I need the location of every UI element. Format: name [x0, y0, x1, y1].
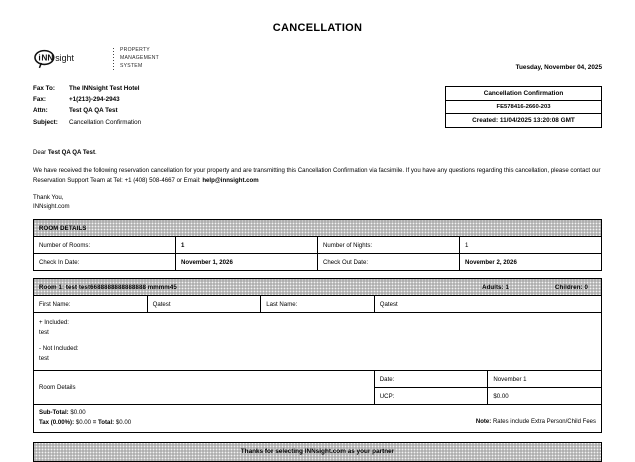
date-value: November 1 — [488, 371, 602, 388]
included-value: test — [39, 329, 49, 337]
children-label: Children: — [555, 283, 583, 291]
confirmation-created-label: Created: — [472, 117, 499, 124]
adults-value: 1 — [505, 283, 510, 291]
room-title-row — [34, 279, 602, 296]
ucp-label: UCP: — [374, 388, 488, 405]
check-in-date-value: November 1, 2026 — [176, 254, 318, 271]
tax-total-line — [39, 418, 131, 428]
totals-equals: = — [92, 419, 97, 427]
fax-number-value: +1(213)-294-2943 — [69, 96, 120, 104]
logo-divider — [113, 48, 114, 70]
footer-banner: Thanks for selecting INNsight.com as your partner — [33, 442, 602, 462]
svg-text:sight: sight — [55, 52, 74, 63]
header-band — [33, 47, 602, 71]
logo-tagline-line3: SYSTEM — [120, 62, 143, 69]
note-value: Rates include Extra Person/Child Fees — [492, 419, 596, 426]
confirmation-created — [446, 114, 601, 127]
room-block-table — [33, 278, 602, 433]
number-of-nights-value: 1 — [460, 237, 602, 254]
letter-paragraph — [33, 166, 602, 186]
last-name-label: Last Name: — [261, 296, 375, 313]
fax-to-value: The INNsight Test Hotel — [69, 85, 140, 92]
section-gap-1 — [33, 212, 602, 219]
subject-row — [33, 117, 141, 128]
ucp-value: $0.00 — [488, 388, 602, 405]
svg-text:NN: NN — [41, 52, 54, 63]
meta-band — [33, 83, 602, 128]
confirmation-number: FE578416-2660-203 — [446, 101, 601, 114]
letter-signature: INNsight.com — [33, 203, 70, 211]
logo-tagline — [120, 47, 159, 71]
room-title-bar — [34, 279, 602, 296]
subtotal-line — [39, 408, 131, 418]
document-date: Tuesday, November 04, 2025 — [515, 64, 602, 71]
page-title: CANCELLATION — [272, 22, 363, 34]
inclusions-cell — [34, 313, 602, 371]
letter-spacer-2 — [33, 186, 602, 193]
room-details-table — [33, 219, 602, 271]
first-name-value: Qatest — [147, 296, 261, 313]
table-row — [34, 237, 602, 254]
room-title: Room 1: test test6688888888888888 mmmm45 — [39, 283, 177, 291]
innsight-logo — [33, 47, 159, 71]
salutation — [33, 148, 602, 158]
included-label: + Included: — [39, 319, 69, 327]
fax-to-label: Fax To: — [33, 85, 55, 92]
letter-closing: Thank You, — [33, 193, 64, 201]
check-out-date-value: November 2, 2026 — [460, 254, 602, 271]
room-details-label: Room Details — [34, 371, 375, 405]
first-name-label: First Name: — [34, 296, 148, 313]
children-group — [555, 284, 588, 291]
tax-label: Tax (0.00%): — [39, 419, 75, 427]
inclusions-row — [34, 313, 602, 371]
table-row — [34, 254, 602, 271]
confirmation-created-value: 11/04/2025 13:20:08 GMT — [499, 117, 575, 124]
total-value: $0.00 — [115, 419, 132, 427]
not-included-value: test — [39, 355, 49, 363]
attn-row — [33, 105, 141, 116]
svg-text:i: i — [38, 52, 41, 63]
not-included-label: - Not Included: — [39, 345, 79, 353]
logo-tagline-line1: PROPERTY — [120, 47, 150, 53]
rates-note — [476, 418, 596, 428]
totals-left — [39, 408, 131, 428]
subject-value: Cancellation Confirmation — [69, 118, 142, 126]
date-label: Date: — [374, 371, 488, 388]
adults-label: Adults: — [482, 283, 504, 291]
logo-tagline-line2: MANAGEMENT — [120, 54, 160, 61]
check-out-date-label: Check Out Date: — [318, 254, 460, 271]
salutation-name: Test QA QA Test — [47, 149, 95, 156]
section-gap-2 — [33, 271, 602, 278]
last-name-value: Qatest — [374, 296, 601, 313]
letter-body — [33, 148, 602, 212]
fax-number-row — [33, 94, 141, 105]
innsight-logo-mark — [33, 48, 107, 70]
room-details-header-row — [34, 220, 602, 237]
support-email: help@innsight.com — [202, 176, 259, 184]
children-value: 0 — [584, 283, 588, 291]
totals-cell — [34, 405, 602, 433]
fax-label: Fax: — [33, 96, 46, 104]
check-in-date-label: Check In Date: — [34, 254, 176, 271]
letter-paragraph-text: We have received the following reservation cancellation for your property and are transmitting this Cancellation Confirmation via facsimile. If you have any questions regarding this cancellation, please contact our Reservation Support Team at Tel: +1 (408) 508-4667 or Email: — [33, 166, 601, 184]
salutation-suffix: . — [94, 149, 97, 156]
subject-label: Subject: — [33, 118, 58, 126]
confirmation-heading: Cancellation Confirmation — [446, 87, 601, 101]
subtotal-value: $0.00 — [70, 409, 86, 417]
room-details-section-title: ROOM DETAILS — [34, 220, 602, 237]
subtotal-label: Sub-Total: — [39, 409, 69, 417]
confirmation-box — [445, 86, 602, 128]
room-detail-date-row — [34, 371, 602, 388]
letter-spacer-1 — [33, 158, 602, 166]
salutation-prefix: Dear — [33, 149, 48, 156]
adults-group — [482, 284, 509, 291]
tax-value: $0.00 — [75, 419, 92, 427]
number-of-rooms-value: 1 — [176, 237, 318, 254]
fax-to-row — [33, 83, 141, 94]
number-of-rooms-label: Number of Rooms: — [34, 237, 176, 254]
total-label: Total: — [98, 419, 115, 427]
fax-meta — [33, 83, 141, 128]
number-of-nights-label: Number of Nights: — [318, 237, 460, 254]
attn-value: Test QA QA Test — [69, 107, 118, 115]
attn-label: Attn: — [33, 107, 48, 115]
totals-row — [34, 405, 602, 433]
guest-name-row — [34, 296, 602, 313]
note-label: Note: — [475, 419, 492, 426]
